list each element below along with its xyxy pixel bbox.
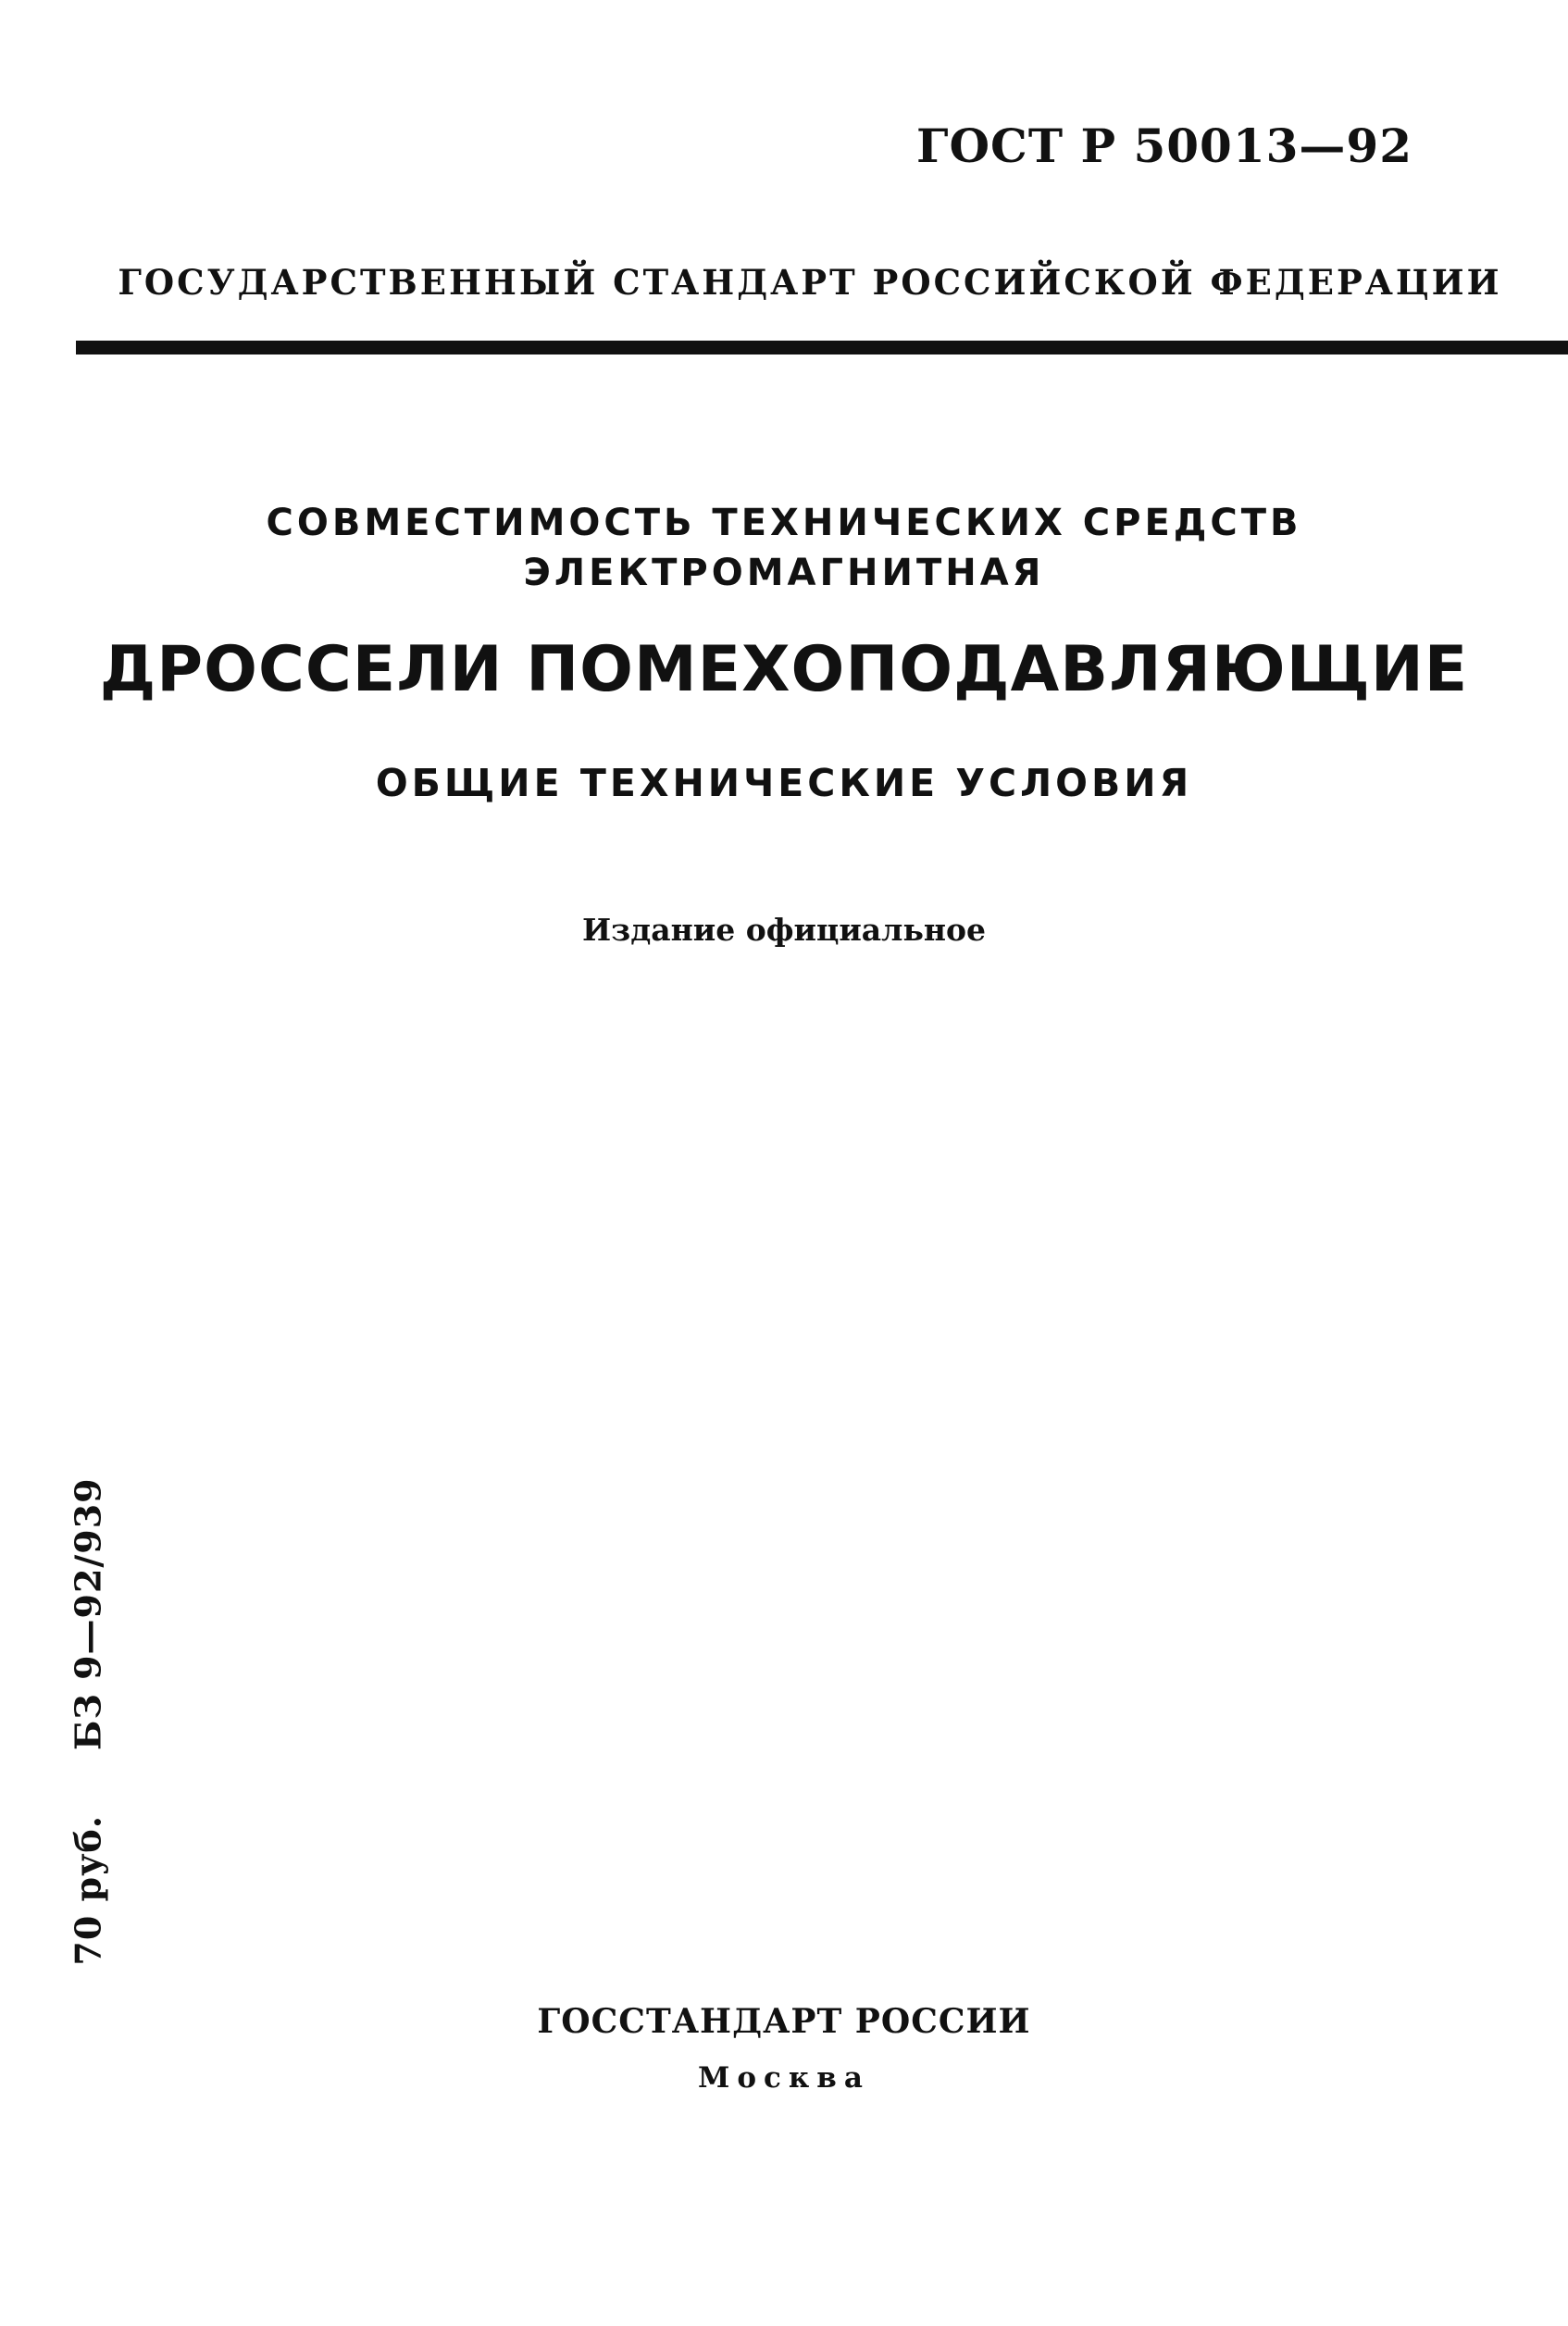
- subject-line-1: СОВМЕСТИМОСТЬ ТЕХНИЧЕСКИХ СРЕДСТВ: [266, 502, 1302, 544]
- price-label: 70 руб.: [67, 1815, 109, 1966]
- document-title: ДРОССЕЛИ ПОМЕХОПОДАВЛЯЮЩИЕ: [99, 633, 1469, 706]
- state-standard-heading: ГОСУДАРСТВЕННЫЙ СТАНДАРТ РОССИЙСКОЙ ФЕДЕРАЦИИ: [118, 262, 1502, 303]
- publication-city: Москва: [698, 2061, 870, 2095]
- edition-label: Издание официальное: [581, 912, 987, 948]
- catalog-code: БЗ 9—92/939: [67, 1477, 109, 1751]
- header-divider: [76, 341, 1568, 354]
- side-note: [68, 1477, 109, 1965]
- gost-number: ГОСТ Р 50013—92: [915, 118, 1412, 173]
- document-subtitle: ОБЩИЕ ТЕХНИЧЕСКИЕ УСЛОВИЯ: [375, 761, 1193, 805]
- subject-line-2: ЭЛЕКТРОМАГНИТНАЯ: [523, 552, 1045, 594]
- publisher: ГОССТАНДАРТ РОССИИ: [537, 2002, 1031, 2041]
